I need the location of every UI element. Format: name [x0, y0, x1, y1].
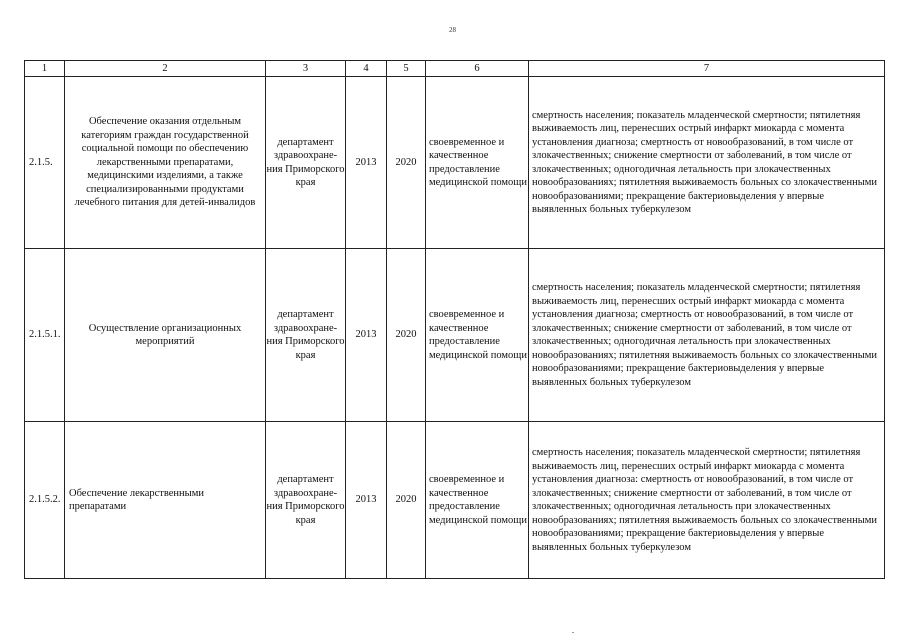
header-row	[25, 61, 885, 77]
row-start-year: 2013	[346, 249, 387, 422]
column-header-1: 1	[25, 61, 65, 77]
column-header-6: 6	[426, 61, 529, 77]
row-start-year: 2013	[346, 422, 387, 579]
row-executor: департамент здравоохране-ния Приморского края	[266, 249, 346, 422]
column-header-3: 3	[266, 61, 346, 77]
row-result: своевременное и качественное предоставление медицинской помощи	[426, 422, 529, 579]
row-result: своевременное и качественное предоставление медицинской помощи	[426, 249, 529, 422]
row-indicators: смертность населения; показатель младенческой смертности; пятилетняя выживаемость лиц, перенесших острый инфаркт миокарда с момента установления диагноза; смертность от новообразований, в том числе от злокачественных; снижение смертности от заболеваний, в том числе от злокачественных; одногодичная летальность при злокачественных новообразованиях; пятилетняя выживаемость больных со злокачественными новообразованиями; прекращение бактериовыделения у впервые выявленных больных туберкулезом	[529, 249, 885, 422]
table-row	[25, 422, 885, 579]
row-indicators: смертность населения; показатель младенческой смертности; пятилетняя выживаемость лиц, перенесших острый инфаркт миокарда с момента установления диагноза; смертность от новообразований, в том числе от злокачественных; снижение смертности от заболеваний, в том числе от злокачественных; одногодичная летальность при злокачественных новообразованиях; пятилетняя выживаемость больных со злокачественными новообразованиями; прекращение бактериовыделения у впервые выявленных больных туберкулезом	[529, 77, 885, 249]
row-code: 2.1.5.2.	[25, 422, 65, 579]
column-header-4: 4	[346, 61, 387, 77]
row-executor: департамент здравоохране-ния Приморского края	[266, 422, 346, 579]
scan-speck	[572, 632, 574, 633]
row-name: Осуществление организационных мероприятий	[65, 249, 266, 422]
row-end-year: 2020	[387, 77, 426, 249]
row-start-year: 2013	[346, 77, 387, 249]
row-name: Обеспечение оказания отдельным категориям граждан государственной социальной помощи по обеспечению лекарственными препаратами, медицинскими изделиями, а также специализированными продуктами лечебного питания для детей-инвалидов	[65, 77, 266, 249]
row-name: Обеспечение лекарственными препаратами	[65, 422, 266, 579]
column-header-2: 2	[65, 61, 266, 77]
row-result: своевременное и качественное предоставление медицинской помощи	[426, 77, 529, 249]
column-header-5: 5	[387, 61, 426, 77]
row-code: 2.1.5.1.	[25, 249, 65, 422]
table-row	[25, 77, 885, 249]
row-executor: департамент здравоохране-ния Приморского края	[266, 77, 346, 249]
row-indicators: смертность населения; показатель младенческой смертности; пятилетняя выживаемость лиц, перенесших острый инфаркт миокарда с момента установления диагноза: смертность от новообразований, в том числе от злокачественных; снижение смертности от заболеваний, в том числе от злокачественных; одногодичная летальность при злокачественных новообразованиях; пятилетняя выживаемость больных со злокачественными новообразованиями; прекращение бактериовыделения у впервые выявленных больных туберкулезом	[529, 422, 885, 579]
page-number: 28	[449, 26, 456, 34]
table-row	[25, 249, 885, 422]
row-end-year: 2020	[387, 249, 426, 422]
row-code: 2.1.5.	[25, 77, 65, 249]
column-header-7: 7	[529, 61, 885, 77]
row-end-year: 2020	[387, 422, 426, 579]
program-table	[24, 60, 885, 579]
